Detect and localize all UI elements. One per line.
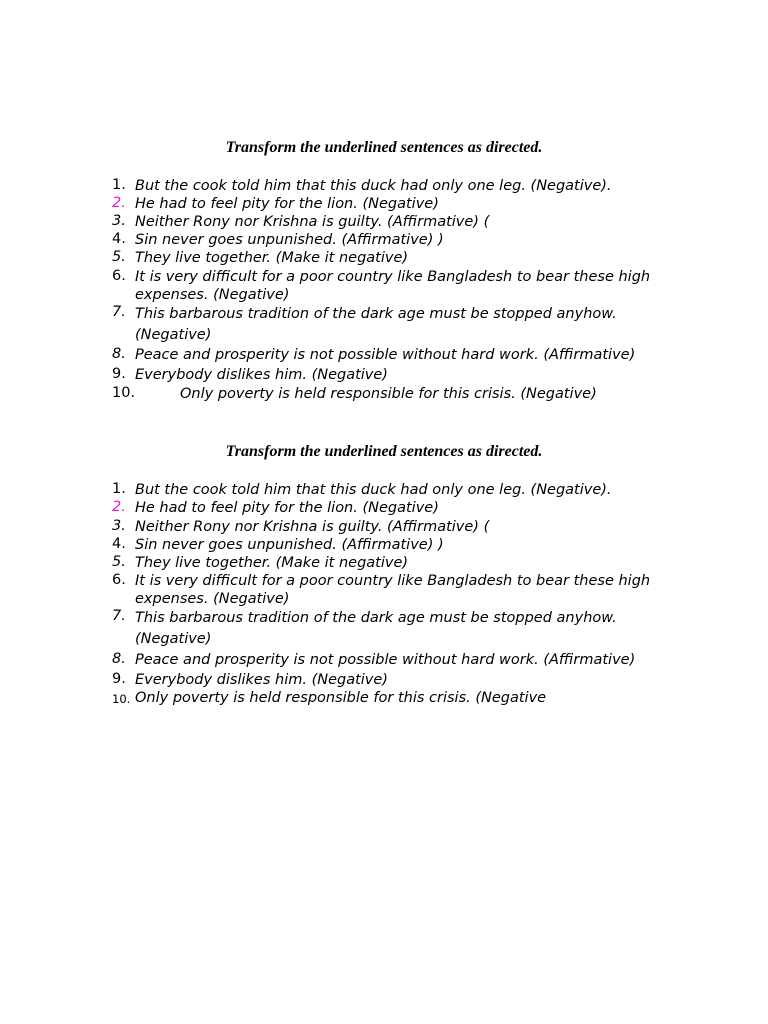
item-text: It is very difficult for a poor country like Bangladesh to bear these high expenses. (Negative) bbox=[135, 269, 651, 303]
item-text: But the cook told him that this duck had only one leg. (Negative). bbox=[135, 482, 612, 498]
item-number: 10. bbox=[112, 692, 131, 706]
item-number: 4. bbox=[112, 536, 126, 552]
item-number: 9. bbox=[112, 366, 126, 382]
item-text: This barbarous tradition of the dark age must be stopped anyhow. (Negative) bbox=[135, 610, 617, 647]
item-text: Peace and prosperity is not possible without hard work. (Affirmative) bbox=[135, 652, 636, 668]
item-number: 7. bbox=[112, 304, 126, 320]
item-number: 5. bbox=[112, 554, 126, 570]
item-number: 10. bbox=[112, 385, 136, 401]
item-text: This barbarous tradition of the dark age must be stopped anyhow. (Negative) bbox=[135, 306, 617, 343]
section-1-heading: Transform the underlined sentences as directed. bbox=[225, 139, 543, 156]
item-number: 7. bbox=[112, 608, 126, 624]
item-text: Neither Rony nor Krishna is guilty. (Affirmative) ( bbox=[135, 519, 490, 535]
item-number: 3. bbox=[112, 213, 126, 229]
item-number: 1. bbox=[112, 481, 126, 497]
item-text: Everybody dislikes him. (Negative) bbox=[135, 672, 388, 688]
item-number: 2. bbox=[112, 499, 126, 515]
item-number: 8. bbox=[112, 346, 126, 362]
item-text: Sin never goes unpunished. (Affirmative) ) bbox=[135, 537, 444, 553]
item-text: He had to feel pity for the lion. (Negative) bbox=[135, 500, 439, 516]
item-text: Peace and prosperity is not possible without hard work. (Affirmative) bbox=[135, 347, 636, 363]
item-number: 4. bbox=[112, 231, 126, 247]
item-text: It is very difficult for a poor country like Bangladesh to bear these high expenses. (Negative) bbox=[135, 573, 651, 607]
item-text: Only poverty is held responsible for this crisis. (Negative) bbox=[180, 386, 597, 402]
item-text: Only poverty is held responsible for this crisis. (Negative bbox=[135, 690, 547, 706]
section-2-heading: Transform the underlined sentences as directed. bbox=[225, 443, 543, 460]
item-text: Sin never goes unpunished. (Affirmative) ) bbox=[135, 232, 444, 248]
item-text: Everybody dislikes him. (Negative) bbox=[135, 367, 388, 383]
item-number: 9. bbox=[112, 671, 126, 687]
item-text: They live together. (Make it negative) bbox=[135, 555, 409, 571]
item-number: 6. bbox=[112, 268, 126, 284]
item-number: 5. bbox=[112, 249, 126, 265]
item-number: 6. bbox=[112, 572, 126, 588]
item-text: They live together. (Make it negative) bbox=[135, 250, 409, 266]
item-number: 2. bbox=[112, 195, 126, 211]
item-number: 1. bbox=[112, 177, 126, 193]
item-text: But the cook told him that this duck had only one leg. (Negative). bbox=[135, 178, 612, 194]
item-number: 8. bbox=[112, 651, 126, 667]
item-text: Neither Rony nor Krishna is guilty. (Affirmative) ( bbox=[135, 214, 490, 230]
item-number: 3. bbox=[112, 518, 126, 534]
item-text: He had to feel pity for the lion. (Negative) bbox=[135, 196, 439, 212]
